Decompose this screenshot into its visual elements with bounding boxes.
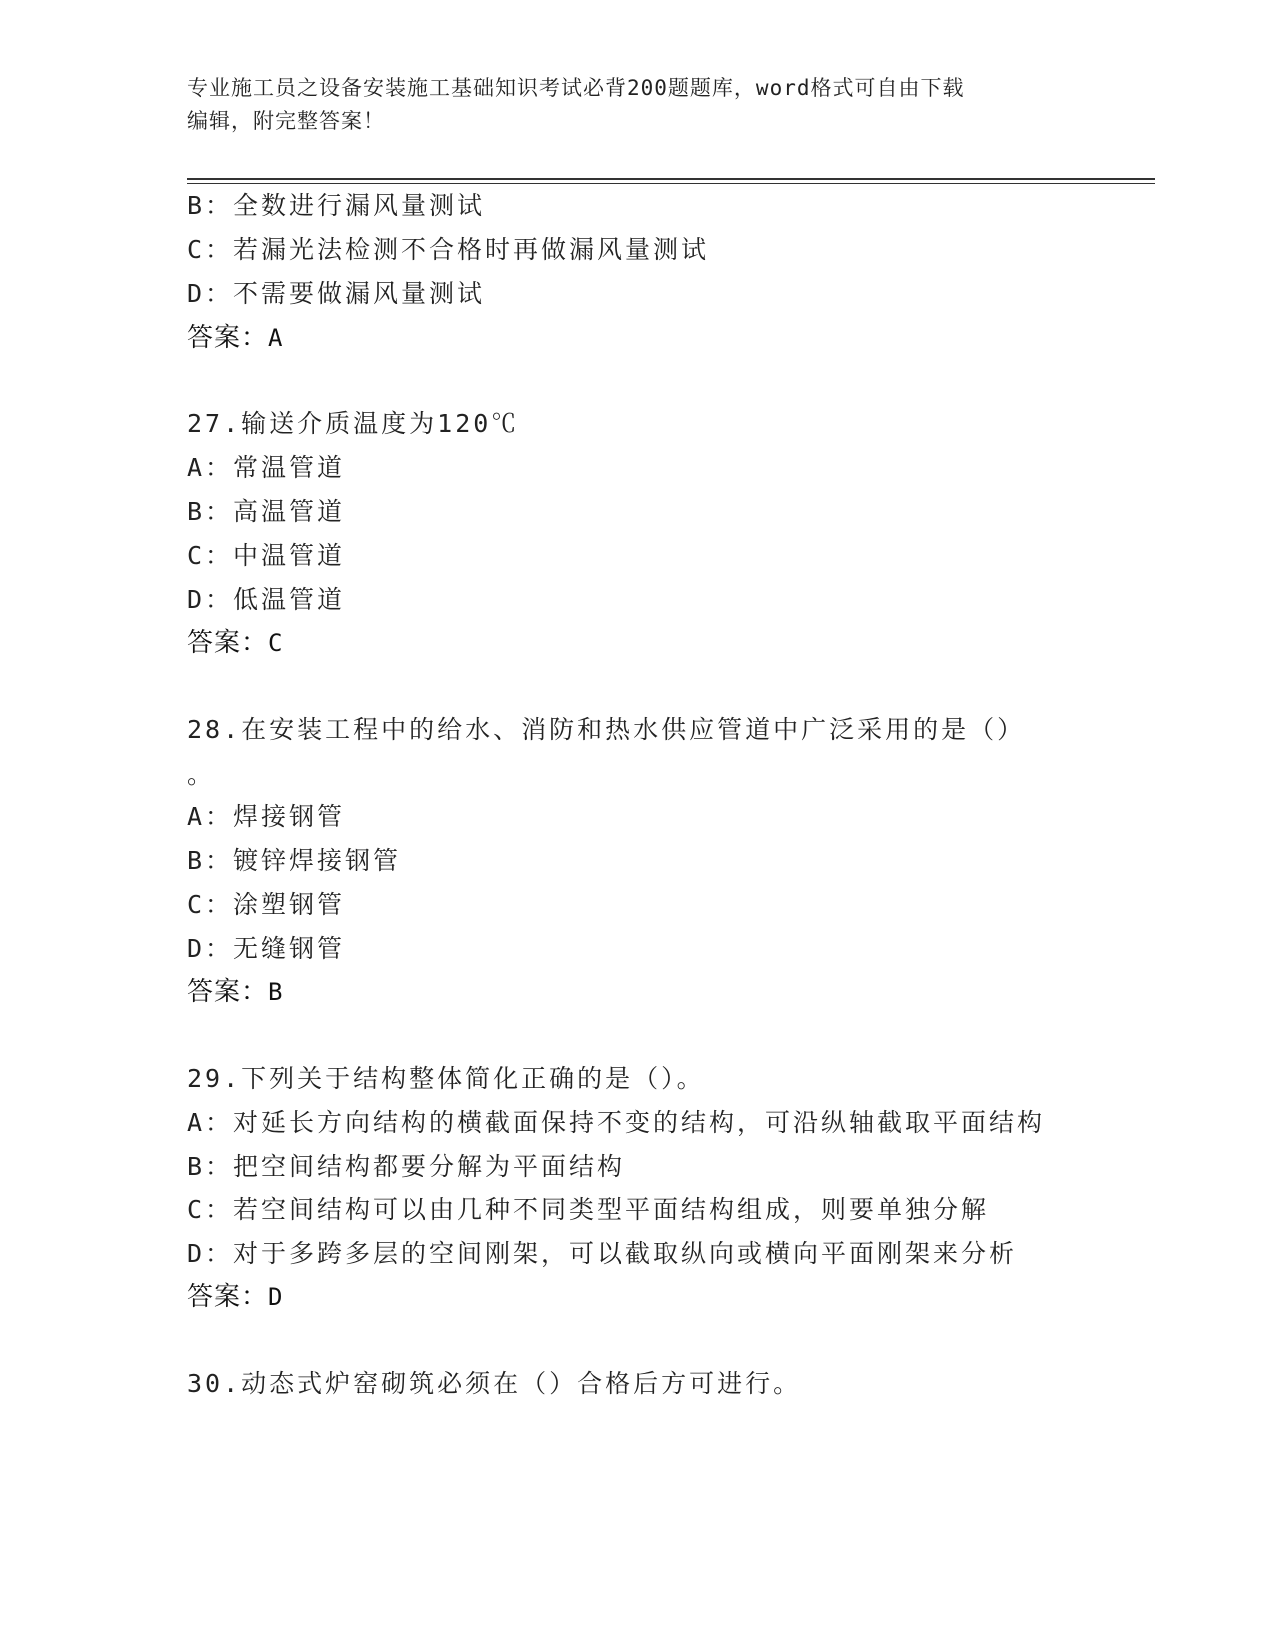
q29-answer-value: D xyxy=(268,1283,284,1311)
header-line-2: 编辑，附完整答案！ xyxy=(187,109,385,133)
q27-option-a: A：常温管道 xyxy=(187,453,346,482)
q28-question: 28.在安装工程中的给水、消防和热水供应管道中广泛采用的是（） xyxy=(187,715,1026,744)
header-divider-thin xyxy=(187,183,1155,184)
q26-option-c: C：若漏光法检测不合格时再做漏风量测试 xyxy=(187,235,710,264)
q26-option-b: B：全数进行漏风量测试 xyxy=(187,191,486,220)
header-divider-thick xyxy=(187,178,1155,180)
q27-answer-value: C xyxy=(268,629,284,657)
q27-answer-label: 答案： xyxy=(187,628,269,658)
q29-option-d: D：对于多跨多层的空间刚架，可以截取纵向或横向平面刚架来分析 xyxy=(187,1239,1018,1268)
q27-answer xyxy=(187,622,283,659)
q26-option-d: D：不需要做漏风量测试 xyxy=(187,279,486,308)
q26-answer-label: 答案： xyxy=(187,323,269,353)
q26-answer-value: A xyxy=(268,324,284,352)
q29-option-b: B：把空间结构都要分解为平面结构 xyxy=(187,1152,626,1181)
q28-question-continuation: 。 xyxy=(187,760,216,789)
q29-option-c: C：若空间结构可以由几种不同类型平面结构组成，则要单独分解 xyxy=(187,1195,990,1224)
header-line-1: 专业施工员之设备安装施工基础知识考试必背200题题库，word格式可自由下载 xyxy=(187,76,965,100)
q27-question: 27.输送介质温度为120℃ xyxy=(187,409,520,438)
q27-option-c: C：中温管道 xyxy=(187,541,346,570)
q26-answer xyxy=(187,317,283,354)
q29-answer-label: 答案： xyxy=(187,1282,269,1312)
q27-option-b: B：高温管道 xyxy=(187,497,346,526)
q28-option-c: C：涂塑钢管 xyxy=(187,890,346,919)
q28-option-a: A：焊接钢管 xyxy=(187,802,346,831)
q29-question: 29.下列关于结构整体简化正确的是（）。 xyxy=(187,1064,705,1093)
q29-option-a: A：对延长方向结构的横截面保持不变的结构，可沿纵轴截取平面结构 xyxy=(187,1108,1046,1137)
document-header xyxy=(187,72,1087,138)
q27-option-d: D：低温管道 xyxy=(187,585,346,614)
q28-option-b: B：镀锌焊接钢管 xyxy=(187,846,402,875)
q28-answer-value: B xyxy=(268,978,284,1006)
q28-answer xyxy=(187,971,283,1008)
q28-answer-label: 答案： xyxy=(187,977,269,1007)
q30-question: 30.动态式炉窑砌筑必须在（）合格后方可进行。 xyxy=(187,1369,802,1398)
q28-option-d: D：无缝钢管 xyxy=(187,934,346,963)
q29-answer xyxy=(187,1276,283,1313)
